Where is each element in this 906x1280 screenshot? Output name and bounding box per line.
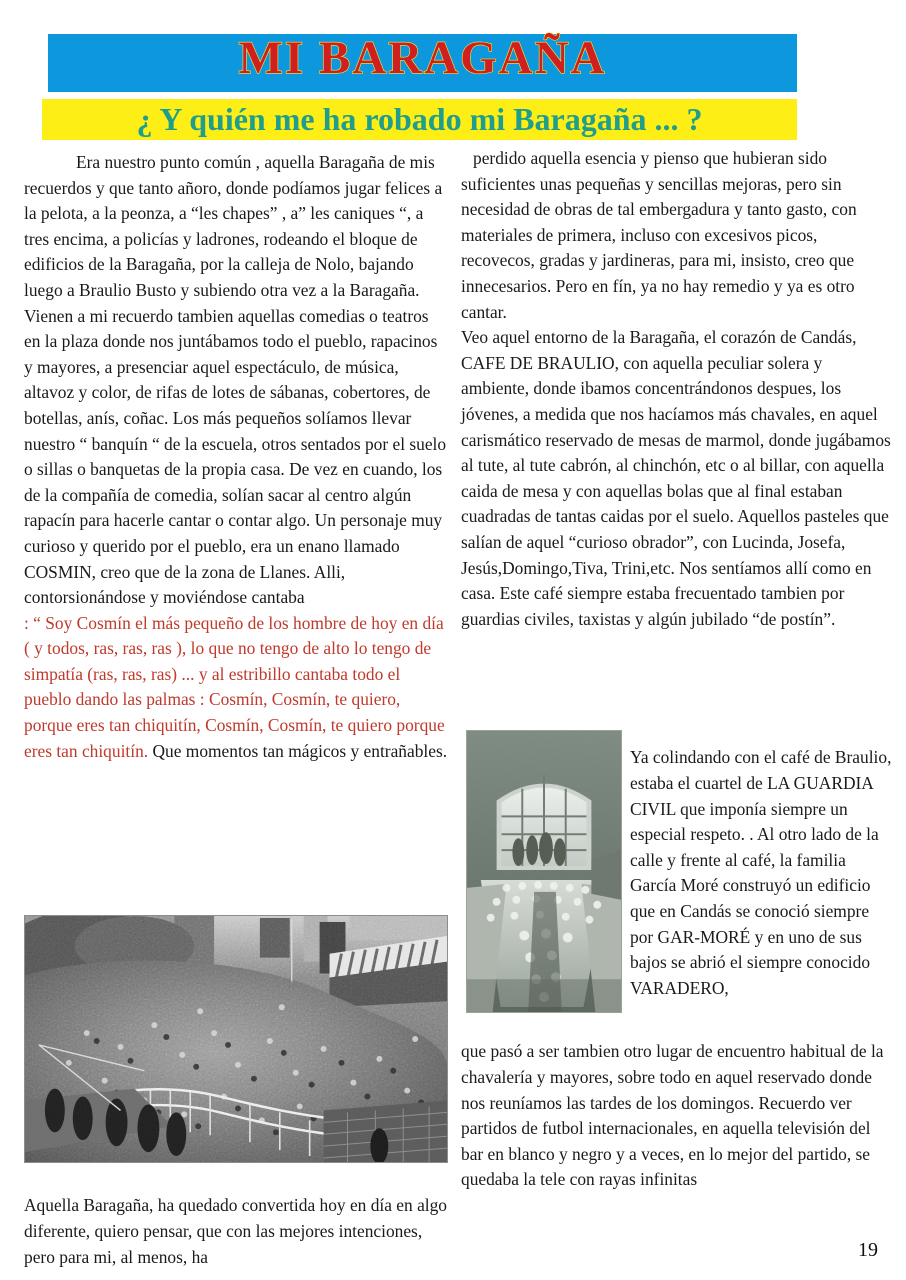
page-number: 19	[858, 1239, 878, 1261]
page-subtitle: ¿ Y quién me ha robado mi Baragaña ... ?	[136, 101, 703, 137]
left-song-paragraph	[24, 611, 448, 765]
left-column	[24, 150, 448, 764]
left-paragraph-2: Vienen a mi recuerdo tambien aquellas comedias o teatros en la plaza donde nos juntábamos todo el pueblo, rapacinos y mayores, a presenciar aquel espectáculo, de música, altavoz y color, de rifas de lotes de sábanas, cobertores, de botellas, anís, coñac. Los más pequeños solíamos llevar nuestro “ banquín “ de la escuela, otros sentados por el suelo o sillas o banquetas de la propia casa. De vez en cuando, los de la compañía de comedia, solían sacar al centro algún rapacín para hacerle cantar o contar algo. Un personaje muy curioso y querido por el pueblo, era un enano llamado COSMIN, creo que de la zona de Llanes. Alli, contorsionándose y moviéndose cantaba	[24, 305, 447, 608]
page-title: MI BARAGAÑA	[238, 32, 607, 84]
right-paragraph-1: perdido aquella esencia y pienso que hubieran sido suficientes unas pequeñas y sencillas mejoras, pero sin necesidad de obras de tal embergadura y tanto gasto, con materiales de primera, incluso con excesivos picos, recovecos, gradas y jardineras, para mi, insisto, creo que innecesarios. Pero en fín, ya no hay remedio y ya es otro cantar.	[461, 148, 857, 322]
right-tail-text: que pasó a ser tambien otro lugar de encuentro habitual de la chavalería y mayores, sobre todo en aquel reservado donde nos reuníamos las tardes de los domingos. Recuerdo ver partidos de futbol internacionales, en aquella televisión del bar en blanco y negro y a veces, en lo mejor del partido, se quedaba la tele con rayas infinitas	[461, 1041, 884, 1190]
photo-banquet-hall	[466, 730, 622, 1013]
left-caption-text: Aquella Baragaña, ha quedado convertida hoy en día en algo diferente, quiero pensar, que con las mejores intenciones, pero para mi, al menos, ha	[24, 1195, 448, 1267]
photo-plaza-crowd	[24, 915, 448, 1163]
right-column	[461, 146, 893, 632]
cosmin-song-tail-text: Que momentos tan mágicos y entrañables.	[148, 740, 448, 761]
cosmin-song-red-text: : “ Soy Cosmín el más pequeño de los hombre de hoy en día ( y todos, ras, ras, ras ), lo que no tengo de alto lo tengo de simpatía (ras, ras, ras) ... y al estribillo cantaba todo el pueblo dando las palmas : Cosmín, Cosmín, te quiero, porque eres tan chiquitín, Cosmín, Cosmín, te quiero porque eres tan chiquitín.	[24, 612, 445, 761]
left-paragraph-1: Era nuestro punto común , aquella Baragaña de mis recuerdos y que tanto añoro, donde podíamos jugar felices a la pelota, a la peonza, a “les chapes” , a” les caniques “, a tres encima, a policías y ladrones, rodeando el bloque de edificios de la Baragaña, por la calleja de Nolo, bajando luego a Braulio Busto y subiendo otra vez a la Baragaña.	[24, 152, 443, 300]
right-wrapped-text: Ya colindando con el café de Braulio, estaba el cuartel de LA GUARDIA CIVIL que imponía siempre un especial respeto. . Al otro lado de la calle y frente al café, la familia García Moré construyó un edificio que en Candás se conoció siempre por GAR-MORÉ y en uno de sus bajos se abrió el siempre conocido VARADERO,	[630, 747, 892, 998]
right-paragraph-2: Veo aquel entorno de la Baragaña, el corazón de Candás, CAFE DE BRAULIO, con aquella peculiar solera y ambiente, donde ibamos concentrándonos despues, los jóvenes, a medida que nos hacíamos más chavales, en aquel carismático reservado de mesas de marmol, donde jugábamos al tute, al tute cabrón, al chinchón, etc o al billar, con aquella caida de mesa y con aquellas bolas que al final estaban cuadradas de tantas caidas por el suelo. Aquellos pasteles que salían de aquel “curioso obrador”, con Lucinda, Josefa, Jesús,Domingo,Tiva, Trini,etc. Nos sentíamos allí como en casa. Este café siempre estaba frecuentado tambien por guardias civiles, taxistas y algún jubilado “de postín”.	[461, 327, 891, 629]
